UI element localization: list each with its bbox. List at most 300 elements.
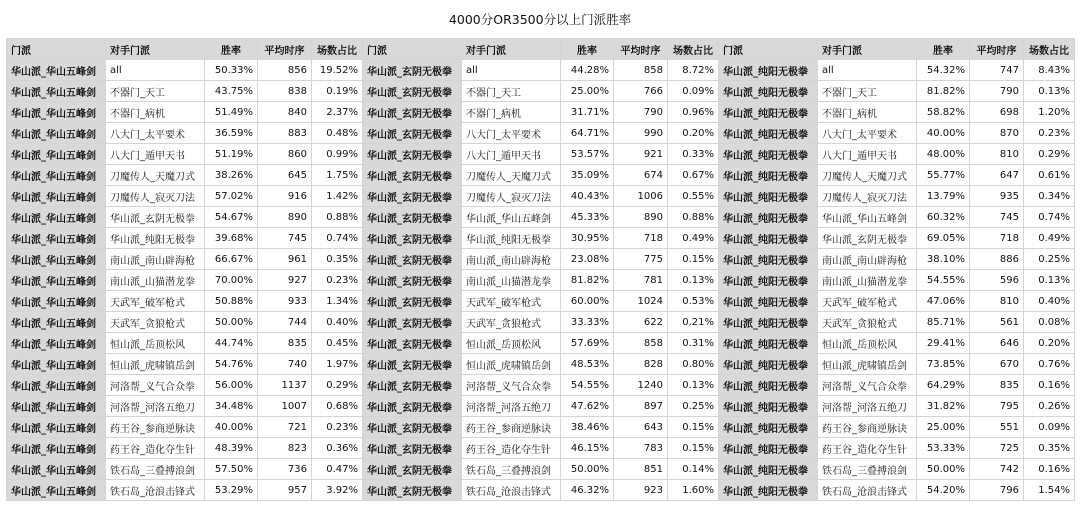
avg-time-cell: 923 — [614, 480, 668, 501]
winrate-cell: 55.77% — [917, 165, 970, 186]
table-body — [7, 60, 1075, 501]
avg-time-cell: 1006 — [614, 186, 668, 207]
opponent-cell: all — [106, 60, 205, 81]
avg-time-cell: 674 — [614, 165, 668, 186]
team-cell: 华山派_华山五峰剑 — [7, 165, 106, 186]
team-cell: 华山派_玄阴无极拳 — [363, 459, 462, 480]
team-cell: 华山派_华山五峰剑 — [7, 60, 106, 81]
match-share-cell: 0.88% — [312, 207, 363, 228]
winrate-cell: 48.00% — [917, 144, 970, 165]
avg-time-cell: 927 — [258, 270, 312, 291]
opponent-cell: 不器门_天工 — [106, 81, 205, 102]
team-cell: 华山派_纯阳无极拳 — [719, 291, 818, 312]
table-row — [7, 123, 1075, 144]
winrate-cell: 50.00% — [561, 459, 614, 480]
opponent-cell: 恒山派_岳顶松风 — [106, 333, 205, 354]
table-row — [7, 438, 1075, 459]
winrate-cell: 50.00% — [205, 312, 258, 333]
team-cell: 华山派_纯阳无极拳 — [719, 249, 818, 270]
avg-time-cell: 645 — [258, 165, 312, 186]
avg-time-cell: 890 — [258, 207, 312, 228]
team-cell: 华山派_纯阳无极拳 — [719, 417, 818, 438]
team-cell: 华山派_华山五峰剑 — [7, 81, 106, 102]
match-share-cell: 0.25% — [668, 396, 719, 417]
avg-time-cell: 766 — [614, 81, 668, 102]
table-row — [7, 144, 1075, 165]
match-share-cell: 8.72% — [668, 60, 719, 81]
opponent-cell: 刀魔传人_天魔刀式 — [818, 165, 917, 186]
header-avg-time: 平均时序 — [970, 39, 1024, 60]
table-row — [7, 291, 1075, 312]
winrate-cell: 25.00% — [561, 81, 614, 102]
winrate-cell: 44.74% — [205, 333, 258, 354]
avg-time-cell: 596 — [970, 270, 1024, 291]
winrate-cell: 48.39% — [205, 438, 258, 459]
header-opponent: 对手门派 — [818, 39, 917, 60]
match-share-cell: 0.13% — [668, 270, 719, 291]
winrate-cell: 70.00% — [205, 270, 258, 291]
opponent-cell: 刀魔传人_寂灭刀法 — [462, 186, 561, 207]
team-cell: 华山派_纯阳无极拳 — [719, 438, 818, 459]
team-cell: 华山派_华山五峰剑 — [7, 459, 106, 480]
winrate-cell: 43.75% — [205, 81, 258, 102]
opponent-cell: 华山派_华山五峰剑 — [462, 207, 561, 228]
opponent-cell: 河洛帮_河洛五绝刀 — [106, 396, 205, 417]
avg-time-cell: 957 — [258, 480, 312, 501]
winrate-cell: 53.29% — [205, 480, 258, 501]
winrate-cell: 54.55% — [917, 270, 970, 291]
opponent-cell: 刀魔传人_寂灭刀法 — [818, 186, 917, 207]
winrate-cell: 58.82% — [917, 102, 970, 123]
opponent-cell: 不器门_病机 — [818, 102, 917, 123]
match-share-cell: 0.15% — [668, 438, 719, 459]
winrate-cell: 45.33% — [561, 207, 614, 228]
match-share-cell: 0.23% — [312, 270, 363, 291]
team-cell: 华山派_纯阳无极拳 — [719, 165, 818, 186]
winrate-cell: 54.55% — [561, 375, 614, 396]
opponent-cell: 药王谷_参商逆脉诀 — [818, 417, 917, 438]
match-share-cell: 0.20% — [668, 123, 719, 144]
match-share-cell: 0.31% — [668, 333, 719, 354]
winrate-cell: 38.46% — [561, 417, 614, 438]
team-cell: 华山派_玄阴无极拳 — [363, 165, 462, 186]
opponent-cell: 天武军_贪狼枪式 — [462, 312, 561, 333]
match-share-cell: 0.20% — [1024, 333, 1075, 354]
table-row — [7, 207, 1075, 228]
match-share-cell: 0.99% — [312, 144, 363, 165]
avg-time-cell: 740 — [258, 354, 312, 375]
avg-time-cell: 828 — [614, 354, 668, 375]
avg-time-cell: 775 — [614, 249, 668, 270]
opponent-cell: 河洛帮_河洛五绝刀 — [818, 396, 917, 417]
avg-time-cell: 823 — [258, 438, 312, 459]
avg-time-cell: 897 — [614, 396, 668, 417]
header-winrate: 胜率 — [205, 39, 258, 60]
team-cell: 华山派_华山五峰剑 — [7, 312, 106, 333]
opponent-cell: 八大门_太平要术 — [818, 123, 917, 144]
avg-time-cell: 744 — [258, 312, 312, 333]
avg-time-cell: 646 — [970, 333, 1024, 354]
avg-time-cell: 921 — [614, 144, 668, 165]
opponent-cell: 铁石岛_沧浪击锋式 — [106, 480, 205, 501]
team-cell: 华山派_纯阳无极拳 — [719, 375, 818, 396]
team-cell: 华山派_华山五峰剑 — [7, 396, 106, 417]
table-row — [7, 81, 1075, 102]
match-share-cell: 0.33% — [668, 144, 719, 165]
winrate-cell: 47.62% — [561, 396, 614, 417]
winrate-cell: 23.08% — [561, 249, 614, 270]
table-row — [7, 102, 1075, 123]
opponent-cell: 铁石岛_沧浪击锋式 — [818, 480, 917, 501]
team-cell: 华山派_玄阴无极拳 — [363, 144, 462, 165]
avg-time-cell: 783 — [614, 438, 668, 459]
avg-time-cell: 698 — [970, 102, 1024, 123]
match-share-cell: 1.42% — [312, 186, 363, 207]
team-cell: 华山派_玄阴无极拳 — [363, 291, 462, 312]
avg-time-cell: 835 — [970, 375, 1024, 396]
match-share-cell: 0.13% — [1024, 270, 1075, 291]
opponent-cell: 南山派_南山辟海枪 — [818, 249, 917, 270]
avg-time-cell: 916 — [258, 186, 312, 207]
match-share-cell: 0.16% — [1024, 459, 1075, 480]
avg-time-cell: 838 — [258, 81, 312, 102]
winrate-cell: 40.43% — [561, 186, 614, 207]
match-share-cell: 0.47% — [312, 459, 363, 480]
winrate-cell: 31.71% — [561, 102, 614, 123]
winrate-cell: 46.15% — [561, 438, 614, 459]
avg-time-cell: 781 — [614, 270, 668, 291]
winrate-cell: 73.85% — [917, 354, 970, 375]
winrate-table — [6, 38, 1075, 501]
opponent-cell: 华山派_纯阳无极拳 — [106, 228, 205, 249]
opponent-cell: 药王谷_造化夺生针 — [818, 438, 917, 459]
opponent-cell: 药王谷_造化夺生针 — [462, 438, 561, 459]
match-share-cell: 0.34% — [1024, 186, 1075, 207]
winrate-cell: 56.00% — [205, 375, 258, 396]
team-cell: 华山派_华山五峰剑 — [7, 333, 106, 354]
match-share-cell: 0.80% — [668, 354, 719, 375]
team-cell: 华山派_玄阴无极拳 — [363, 102, 462, 123]
match-share-cell: 0.13% — [1024, 81, 1075, 102]
match-share-cell: 0.23% — [312, 417, 363, 438]
match-share-cell: 0.25% — [1024, 249, 1075, 270]
match-share-cell: 0.74% — [312, 228, 363, 249]
team-cell: 华山派_华山五峰剑 — [7, 207, 106, 228]
match-share-cell: 0.76% — [1024, 354, 1075, 375]
table-row — [7, 417, 1075, 438]
opponent-cell: 八大门_太平要术 — [106, 123, 205, 144]
opponent-cell: 华山派_纯阳无极拳 — [462, 228, 561, 249]
winrate-cell: 57.69% — [561, 333, 614, 354]
winrate-cell: 48.53% — [561, 354, 614, 375]
match-share-cell: 0.55% — [668, 186, 719, 207]
match-share-cell: 0.15% — [668, 249, 719, 270]
opponent-cell: 南山派_南山辟海枪 — [106, 249, 205, 270]
team-cell: 华山派_纯阳无极拳 — [719, 144, 818, 165]
avg-time-cell: 1137 — [258, 375, 312, 396]
opponent-cell: 天武军_破军枪式 — [818, 291, 917, 312]
opponent-cell: 华山派_华山五峰剑 — [818, 207, 917, 228]
header-opponent: 对手门派 — [462, 39, 561, 60]
team-cell: 华山派_玄阴无极拳 — [363, 270, 462, 291]
match-share-cell: 0.35% — [1024, 438, 1075, 459]
match-share-cell: 0.96% — [668, 102, 719, 123]
table-row — [7, 270, 1075, 291]
opponent-cell: 刀魔传人_寂灭刀法 — [106, 186, 205, 207]
avg-time-cell: 1007 — [258, 396, 312, 417]
match-share-cell: 1.34% — [312, 291, 363, 312]
table-row — [7, 60, 1075, 81]
avg-time-cell: 858 — [614, 333, 668, 354]
opponent-cell: 天武军_贪狼枪式 — [818, 312, 917, 333]
match-share-cell: 0.61% — [1024, 165, 1075, 186]
opponent-cell: 天武军_贪狼枪式 — [106, 312, 205, 333]
winrate-cell: 81.82% — [561, 270, 614, 291]
team-cell: 华山派_纯阳无极拳 — [719, 81, 818, 102]
avg-time-cell: 870 — [970, 123, 1024, 144]
avg-time-cell: 886 — [970, 249, 1024, 270]
opponent-cell: 河洛帮_河洛五绝刀 — [462, 396, 561, 417]
winrate-cell: 31.82% — [917, 396, 970, 417]
header-winrate: 胜率 — [561, 39, 614, 60]
winrate-cell: 53.57% — [561, 144, 614, 165]
team-cell: 华山派_玄阴无极拳 — [363, 354, 462, 375]
team-cell: 华山派_华山五峰剑 — [7, 270, 106, 291]
opponent-cell: 南山派_山猫潜龙拳 — [818, 270, 917, 291]
match-share-cell: 0.88% — [668, 207, 719, 228]
header-team: 门派 — [363, 39, 462, 60]
avg-time-cell: 643 — [614, 417, 668, 438]
team-cell: 华山派_华山五峰剑 — [7, 354, 106, 375]
avg-time-cell: 858 — [614, 60, 668, 81]
match-share-cell: 0.19% — [312, 81, 363, 102]
avg-time-cell: 935 — [970, 186, 1024, 207]
opponent-cell: 八大门_遁甲天书 — [462, 144, 561, 165]
match-share-cell: 0.29% — [1024, 144, 1075, 165]
match-share-cell: 0.53% — [668, 291, 719, 312]
team-cell: 华山派_纯阳无极拳 — [719, 354, 818, 375]
opponent-cell: 八大门_遁甲天书 — [106, 144, 205, 165]
table-row — [7, 186, 1075, 207]
team-cell: 华山派_纯阳无极拳 — [719, 333, 818, 354]
table-row — [7, 459, 1075, 480]
avg-time-cell: 745 — [970, 207, 1024, 228]
winrate-cell: 25.00% — [917, 417, 970, 438]
match-share-cell: 0.26% — [1024, 396, 1075, 417]
winrate-cell: 40.00% — [205, 417, 258, 438]
winrate-cell: 47.06% — [917, 291, 970, 312]
team-cell: 华山派_华山五峰剑 — [7, 417, 106, 438]
opponent-cell: 不器门_病机 — [462, 102, 561, 123]
match-share-cell: 3.92% — [312, 480, 363, 501]
opponent-cell: 药王谷_参商逆脉诀 — [106, 417, 205, 438]
avg-time-cell: 1024 — [614, 291, 668, 312]
avg-time-cell: 747 — [970, 60, 1024, 81]
winrate-cell: 85.71% — [917, 312, 970, 333]
avg-time-cell: 810 — [970, 144, 1024, 165]
opponent-cell: 不器门_病机 — [106, 102, 205, 123]
winrate-cell: 29.41% — [917, 333, 970, 354]
winrate-cell: 33.33% — [561, 312, 614, 333]
winrate-cell: 36.59% — [205, 123, 258, 144]
winrate-cell: 38.10% — [917, 249, 970, 270]
winrate-cell: 60.32% — [917, 207, 970, 228]
opponent-cell: 南山派_山猫潜龙拳 — [106, 270, 205, 291]
avg-time-cell: 561 — [970, 312, 1024, 333]
winrate-cell: 57.50% — [205, 459, 258, 480]
winrate-cell: 44.28% — [561, 60, 614, 81]
winrate-cell: 51.19% — [205, 144, 258, 165]
opponent-cell: 铁石岛_沧浪击锋式 — [462, 480, 561, 501]
match-share-cell: 0.09% — [1024, 417, 1075, 438]
team-cell: 华山派_玄阴无极拳 — [363, 186, 462, 207]
avg-time-cell: 745 — [258, 228, 312, 249]
header-opponent: 对手门派 — [106, 39, 205, 60]
winrate-cell: 40.00% — [917, 123, 970, 144]
winrate-cell: 54.67% — [205, 207, 258, 228]
table-row — [7, 354, 1075, 375]
avg-time-cell: 796 — [970, 480, 1024, 501]
opponent-cell: 刀魔传人_天魔刀式 — [462, 165, 561, 186]
match-share-cell: 19.52% — [312, 60, 363, 81]
opponent-cell: 河洛帮_义气合众拳 — [818, 375, 917, 396]
opponent-cell: 药王谷_造化夺生针 — [106, 438, 205, 459]
avg-time-cell: 856 — [258, 60, 312, 81]
winrate-cell: 54.32% — [917, 60, 970, 81]
match-share-cell: 0.16% — [1024, 375, 1075, 396]
opponent-cell: 恒山派_虎啸镇岳剑 — [462, 354, 561, 375]
team-cell: 华山派_华山五峰剑 — [7, 480, 106, 501]
table-row — [7, 249, 1075, 270]
match-share-cell: 0.29% — [312, 375, 363, 396]
winrate-cell: 46.32% — [561, 480, 614, 501]
winrate-cell: 81.82% — [917, 81, 970, 102]
table-row — [7, 312, 1075, 333]
avg-time-cell: 810 — [970, 291, 1024, 312]
team-cell: 华山派_纯阳无极拳 — [719, 312, 818, 333]
opponent-cell: 铁石岛_三叠搏浪剑 — [106, 459, 205, 480]
winrate-cell: 53.33% — [917, 438, 970, 459]
opponent-cell: 铁石岛_三叠搏浪剑 — [818, 459, 917, 480]
match-share-cell: 1.54% — [1024, 480, 1075, 501]
team-cell: 华山派_玄阴无极拳 — [363, 249, 462, 270]
avg-time-cell: 551 — [970, 417, 1024, 438]
opponent-cell: 恒山派_虎啸镇岳剑 — [818, 354, 917, 375]
team-cell: 华山派_华山五峰剑 — [7, 102, 106, 123]
match-share-cell: 0.67% — [668, 165, 719, 186]
avg-time-cell: 721 — [258, 417, 312, 438]
team-cell: 华山派_纯阳无极拳 — [719, 123, 818, 144]
opponent-cell: 药王谷_参商逆脉诀 — [462, 417, 561, 438]
header-team: 门派 — [7, 39, 106, 60]
team-cell: 华山派_华山五峰剑 — [7, 144, 106, 165]
winrate-cell: 57.02% — [205, 186, 258, 207]
match-share-cell: 1.60% — [668, 480, 719, 501]
opponent-cell: 恒山派_岳顶松风 — [818, 333, 917, 354]
opponent-cell: 铁石岛_三叠搏浪剑 — [462, 459, 561, 480]
avg-time-cell: 736 — [258, 459, 312, 480]
match-share-cell: 1.20% — [1024, 102, 1075, 123]
opponent-cell: 南山派_南山辟海枪 — [462, 249, 561, 270]
winrate-cell: 60.00% — [561, 291, 614, 312]
winrate-cell: 64.29% — [917, 375, 970, 396]
match-share-cell: 1.75% — [312, 165, 363, 186]
table-row — [7, 375, 1075, 396]
team-cell: 华山派_玄阴无极拳 — [363, 480, 462, 501]
opponent-cell: 恒山派_虎啸镇岳剑 — [106, 354, 205, 375]
team-cell: 华山派_华山五峰剑 — [7, 186, 106, 207]
opponent-cell: 华山派_玄阴无极拳 — [818, 228, 917, 249]
winrate-cell: 50.33% — [205, 60, 258, 81]
team-cell: 华山派_纯阳无极拳 — [719, 396, 818, 417]
avg-time-cell: 840 — [258, 102, 312, 123]
team-cell: 华山派_玄阴无极拳 — [363, 207, 462, 228]
header-match-share: 场数占比 — [668, 39, 719, 60]
winrate-cell: 54.20% — [917, 480, 970, 501]
match-share-cell: 0.08% — [1024, 312, 1075, 333]
winrate-cell: 13.79% — [917, 186, 970, 207]
team-cell: 华山派_玄阴无极拳 — [363, 417, 462, 438]
avg-time-cell: 670 — [970, 354, 1024, 375]
match-share-cell: 0.36% — [312, 438, 363, 459]
match-share-cell: 0.40% — [312, 312, 363, 333]
avg-time-cell: 933 — [258, 291, 312, 312]
opponent-cell: all — [462, 60, 561, 81]
match-share-cell: 0.21% — [668, 312, 719, 333]
avg-time-cell: 961 — [258, 249, 312, 270]
team-cell: 华山派_玄阴无极拳 — [363, 123, 462, 144]
avg-time-cell: 851 — [614, 459, 668, 480]
avg-time-cell: 795 — [970, 396, 1024, 417]
opponent-cell: 河洛帮_义气合众拳 — [462, 375, 561, 396]
sheet-title: 4000分OR3500分以上门派胜率 — [448, 12, 632, 27]
team-cell: 华山派_玄阴无极拳 — [363, 438, 462, 459]
team-cell: 华山派_纯阳无极拳 — [719, 102, 818, 123]
team-cell: 华山派_玄阴无极拳 — [363, 375, 462, 396]
team-cell: 华山派_纯阳无极拳 — [719, 270, 818, 291]
winrate-cell: 35.09% — [561, 165, 614, 186]
avg-time-cell: 890 — [614, 207, 668, 228]
header-team: 门派 — [719, 39, 818, 60]
table-row — [7, 480, 1075, 501]
match-share-cell: 8.43% — [1024, 60, 1075, 81]
match-share-cell: 0.35% — [312, 249, 363, 270]
match-share-cell: 1.97% — [312, 354, 363, 375]
match-share-cell: 0.49% — [1024, 228, 1075, 249]
avg-time-cell: 647 — [970, 165, 1024, 186]
table-row — [7, 333, 1075, 354]
team-cell: 华山派_华山五峰剑 — [7, 375, 106, 396]
avg-time-cell: 725 — [970, 438, 1024, 459]
team-cell: 华山派_纯阳无极拳 — [719, 480, 818, 501]
team-cell: 华山派_华山五峰剑 — [7, 438, 106, 459]
match-share-cell: 0.14% — [668, 459, 719, 480]
match-share-cell: 2.37% — [312, 102, 363, 123]
avg-time-cell: 790 — [970, 81, 1024, 102]
winrate-cell: 30.95% — [561, 228, 614, 249]
match-share-cell: 0.09% — [668, 81, 719, 102]
avg-time-cell: 835 — [258, 333, 312, 354]
team-cell: 华山派_纯阳无极拳 — [719, 228, 818, 249]
opponent-cell: 八大门_太平要术 — [462, 123, 561, 144]
winrate-cell: 51.49% — [205, 102, 258, 123]
table-row — [7, 165, 1075, 186]
winrate-cell: 66.67% — [205, 249, 258, 270]
match-share-cell: 0.45% — [312, 333, 363, 354]
opponent-cell: 不器门_天工 — [818, 81, 917, 102]
opponent-cell: 河洛帮_义气合众拳 — [106, 375, 205, 396]
winrate-cell: 64.71% — [561, 123, 614, 144]
